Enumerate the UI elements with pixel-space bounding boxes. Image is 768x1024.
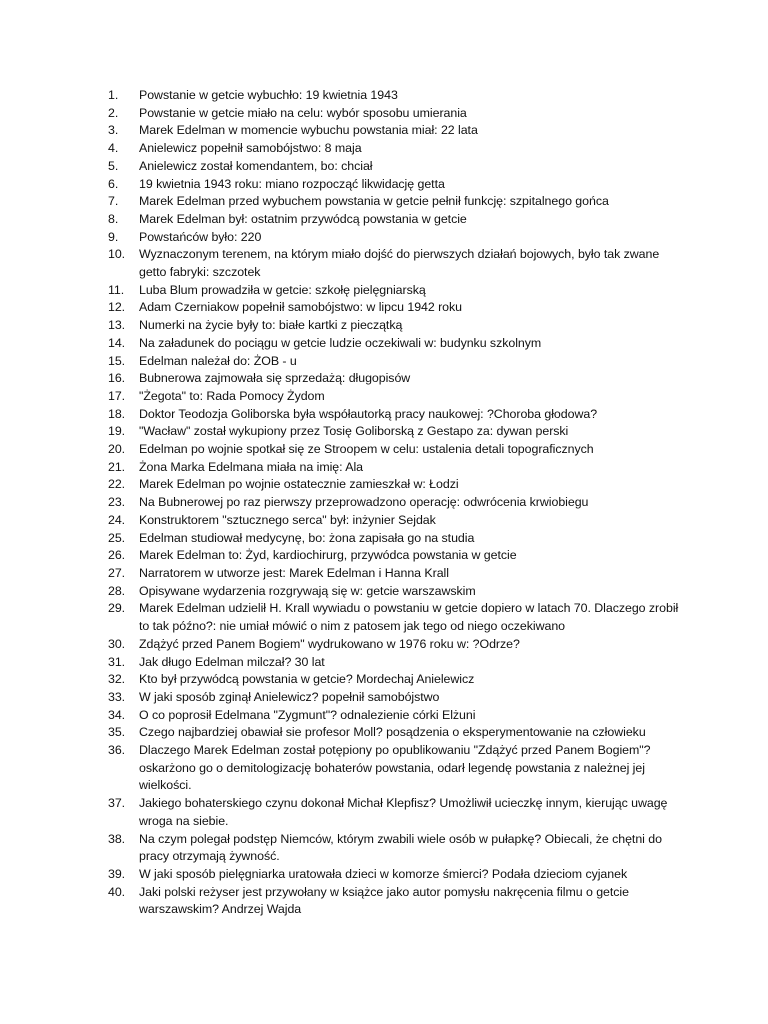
list-item-text: 19 kwietnia 1943 roku: miano rozpocząć likwidację getta [139,176,445,191]
list-item-number: 4. [108,141,119,156]
list-item-text: Marek Edelman po wojnie ostatecznie zamieszkał w: Łodzi [139,477,459,492]
list-item [108,299,688,317]
list-item-text: Na załadunek do pociągu w getcie ludzie oczekiwali w: budynku szkolnym [139,335,542,350]
list-item [108,246,688,281]
list-item-number: 5. [108,158,119,173]
list-item [108,211,688,229]
list-item-text: Na czym polegał podstęp Niemców, którym zwabili wiele osób w pułapkę? Obiecali, że chętni do pracy otrzymają żywność. [139,831,662,864]
list-item-text: "Wacław" został wykupiony przez Tosię Goliborską z Gestapo za: dywan perski [139,424,569,439]
list-item-number: 38. [108,831,126,846]
list-item-number: 30. [108,636,126,651]
list-item [108,831,688,866]
list-item-number: 29. [108,601,126,616]
list-item [108,317,688,335]
list-item-number: 18. [108,406,126,421]
list-item-text: Zdążyć przed Panem Bogiem" wydrukowano w 1976 roku w: ?Odrze? [139,636,520,651]
list-item-number: 13. [108,318,126,333]
list-item-number: 32. [108,672,126,687]
list-item [108,866,688,884]
list-item [108,547,688,565]
list-item-text: Numerki na życie były to: białe kartki z pieczątką [139,318,403,333]
list-item [108,600,688,635]
list-item-number: 31. [108,654,126,669]
list-item-text: Jaki polski reżyser jest przywołany w książce jako autor pomysłu nakręcenia filmu o getcie warszawskim? Andrzej Wajda [139,884,629,917]
list-item-text: Wyznaczonym terenem, na którym miało dojść do pierwszych działań bojowych, było tak zwane getto fabryki: szczotek [139,247,660,280]
list-item-text: Edelman po wojnie spotkał się ze Stroopem w celu: ustalenia detali topograficznych [139,442,594,457]
list-item [108,530,688,548]
list-item [108,707,688,725]
list-item [108,884,688,919]
list-item [108,795,688,830]
list-item-number: 34. [108,707,126,722]
list-item-text: Marek Edelman to: Żyd, kardiochirurg, przywódca powstania w getcie [139,548,517,563]
list-item [108,654,688,672]
list-item-number: 20. [108,442,126,457]
list-item [108,353,688,371]
list-item-text: Jak długo Edelman milczał? 30 lat [139,654,325,669]
list-item-text: W jaki sposób pielęgniarka uratowała dzieci w komorze śmierci? Podała dzieciom cyjanek [139,866,628,881]
list-item [108,193,688,211]
list-item-number: 7. [108,194,119,209]
list-item-number: 3. [108,123,119,138]
list-item-text: Kto był przywódcą powstania w getcie? Mordechaj Anielewicz [139,672,475,687]
list-item-number: 40. [108,884,126,899]
list-item-text: Dlaczego Marek Edelman został potępiony po opublikowaniu "Zdążyć przed Panem Bogiem"? oskarżono go o demitologizację bohaterów powstania, odarł legendę powstania z należnej jej wielkości. [139,743,651,793]
list-item [108,282,688,300]
list-item-number: 37. [108,796,126,811]
list-item [108,229,688,247]
question-answer-list [108,87,688,919]
list-item-number: 19. [108,424,126,439]
list-item [108,335,688,353]
list-item-text: Marek Edelman był: ostatnim przywódcą powstania w getcie [139,211,467,226]
list-item [108,122,688,140]
list-item-text: Czego najbardziej obawiał sie profesor Moll? posądzenia o eksperymentowanie na człowieku [139,725,646,740]
list-item-number: 36. [108,743,126,758]
list-item-text: Edelman studiował medycynę, bo: żona zapisała go na studia [139,530,475,545]
list-item [108,423,688,441]
list-item-text: O co poprosił Edelmana "Zygmunt"? odnalezienie córki Elżuni [139,707,476,722]
list-item [108,158,688,176]
list-item-number: 23. [108,495,126,510]
list-item [108,724,688,742]
list-item-text: Powstanie w getcie wybuchło: 19 kwietnia 1943 [139,88,398,102]
list-item [108,459,688,477]
list-item-text: Edelman należał do: ŻOB - u [139,353,297,368]
list-item-text: Konstruktorem "sztucznego serca" był: inżynier Sejdak [139,512,436,527]
list-item-text: Marek Edelman udzielił H. Krall wywiadu o powstaniu w getcie dopiero w latach 70. Dlaczego zrobił to tak późno?: nie umiał mówić o nim z patosem jak tego od niego oczekiwano [139,601,679,634]
list-item [108,441,688,459]
list-item [108,583,688,601]
list-item [108,494,688,512]
list-item-number: 28. [108,583,126,598]
list-item-text: Marek Edelman przed wybuchem powstania w getcie pełnił funkcję: szpitalnego gońca [139,194,609,209]
list-item [108,671,688,689]
list-item-text: Powstańców było: 220 [139,229,262,244]
list-item [108,176,688,194]
list-item-number: 27. [108,565,126,580]
list-item-text: Na Bubnerowej po raz pierwszy przeprowadzono operację: odwrócenia krwiobiegu [139,495,589,510]
list-item-number: 21. [108,459,126,474]
list-item-number: 2. [108,105,119,120]
list-item-text: Marek Edelman w momencie wybuchu powstania miał: 22 lata [139,123,478,138]
list-item-number: 16. [108,371,126,386]
list-item-number: 15. [108,353,126,368]
list-item-number: 14. [108,335,126,350]
list-item [108,370,688,388]
list-item-text: Adam Czerniakow popełnił samobójstwo: w lipcu 1942 roku [139,300,463,315]
list-item-text: Anielewicz został komendantem, bo: chciał [139,158,373,173]
list-item-text: W jaki sposób zginął Anielewicz? popełnił samobójstwo [139,689,440,704]
list-item-number: 39. [108,866,126,881]
list-item [108,512,688,530]
list-item-number: 8. [108,211,119,226]
list-item [108,105,688,123]
list-item-text: Opisywane wydarzenia rozgrywają się w: getcie warszawskim [139,583,476,598]
list-item [108,406,688,424]
list-item-number: 12. [108,300,126,315]
list-item-number: 24. [108,512,126,527]
list-item [108,636,688,654]
list-item-text: Doktor Teodozja Goliborska była współautorką pracy naukowej: ?Choroba głodowa? [139,406,598,421]
list-item [108,140,688,158]
list-item-number: 33. [108,689,126,704]
list-item-text: Narratorem w utworze jest: Marek Edelman i Hanna Krall [139,565,449,580]
list-item-number: 11. [108,282,125,297]
list-item [108,565,688,583]
list-item [108,388,688,406]
list-item-number: 10. [108,247,126,262]
list-item-number: 22. [108,477,126,492]
list-item-text: Jakiego bohaterskiego czynu dokonał Michał Klepfisz? Umożliwił ucieczkę innym, kierując uwagę wroga na siebie. [139,796,668,828]
list-item-number: 6. [108,176,119,191]
list-item-text: Powstanie w getcie miało na celu: wybór sposobu umierania [139,105,467,120]
list-item-number: 9. [108,229,119,244]
list-item-number: 25. [108,530,126,545]
list-item-text: Luba Blum prowadziła w getcie: szkołę pielęgniarską [139,282,426,297]
list-item-number: 1. [108,88,119,102]
list-item [108,742,688,795]
list-item-text: Anielewicz popełnił samobójstwo: 8 maja [139,141,362,156]
list-item-text: "Żegota" to: Rada Pomocy Żydom [139,388,325,403]
list-item-number: 17. [108,388,126,403]
list-item-text: Bubnerowa zajmowała się sprzedażą: długopisów [139,371,411,386]
list-item-number: 26. [108,548,126,563]
list-item [108,87,688,105]
list-item [108,689,688,707]
list-item [108,476,688,494]
list-item-text: Żona Marka Edelmana miała na imię: Ala [139,459,363,474]
list-item-number: 35. [108,725,126,740]
